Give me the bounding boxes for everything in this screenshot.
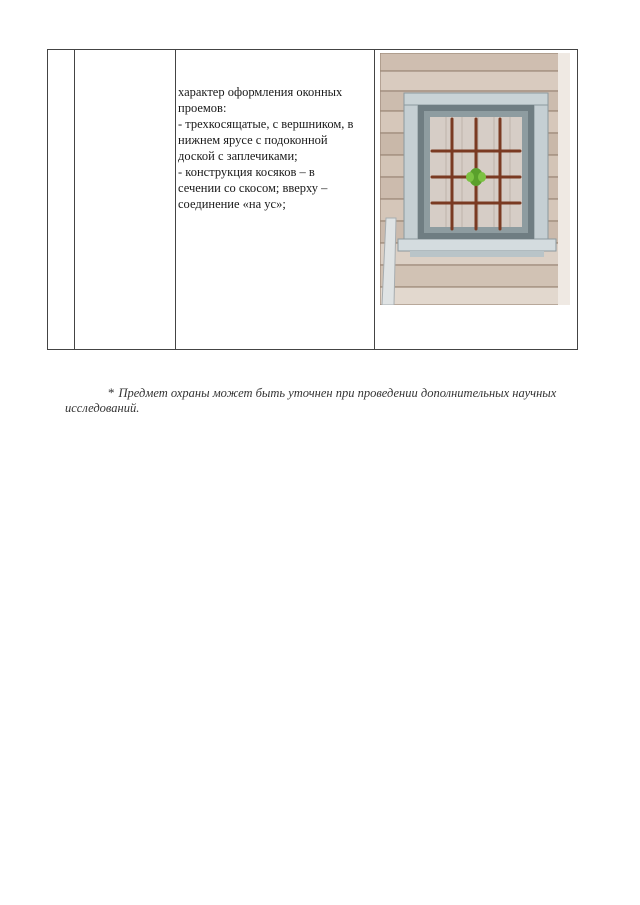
description-line: доской с заплечиками; xyxy=(178,149,298,163)
table-divider-2 xyxy=(175,50,176,349)
window-photo xyxy=(380,53,570,305)
description-line: соединение «на ус»; xyxy=(178,197,286,211)
heritage-table xyxy=(47,49,578,350)
footnote-line-2: исследований. xyxy=(65,401,140,415)
description-line: - конструкция косяков – в xyxy=(178,165,315,179)
footnote-marker: * xyxy=(108,385,115,400)
description-line: проемов: xyxy=(178,101,227,115)
description-line: характер оформления оконных xyxy=(178,85,343,99)
description-line: сечении со скосом; вверху – xyxy=(178,181,328,195)
table-divider-1 xyxy=(74,50,75,349)
description-line: нижнем ярусе с подоконной xyxy=(178,133,328,147)
table-divider-3 xyxy=(374,50,375,349)
description-line: - трехкосящатые, с вершником, в xyxy=(178,117,354,131)
footnote-line-1: Предмет охраны может быть уточнен при проведении дополнительных научных xyxy=(118,386,557,400)
footnote xyxy=(65,385,585,416)
table-row-description xyxy=(178,84,368,212)
